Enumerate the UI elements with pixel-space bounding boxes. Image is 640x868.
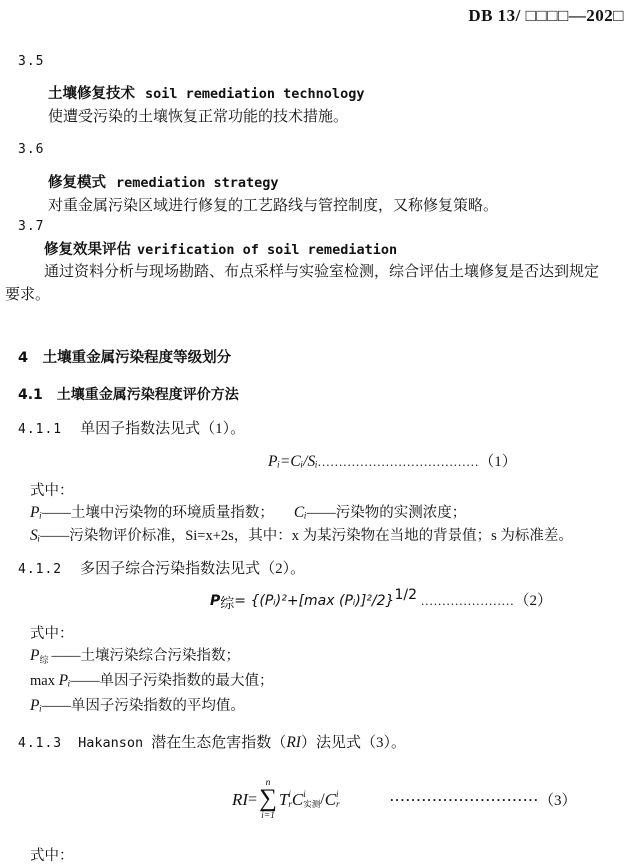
formula-3-RI: RI <box>232 789 249 809</box>
symbol-Ci: Cᵢ <box>293 504 307 521</box>
formula-1-note-label: 式中： <box>30 483 74 499</box>
formula-2 <box>210 587 552 613</box>
formula-2-note-line3 <box>30 694 245 715</box>
formula-3 <box>232 778 576 821</box>
term-en-3-6: remediation strategy <box>116 175 279 191</box>
section-4-1-1-text: 单因子指数法见式（1）。 <box>80 421 246 437</box>
term-cn-3-6: 修复模式 <box>48 175 106 191</box>
section-4-1-3 <box>18 731 406 752</box>
section-4-1-3-text2: ）法见式（3）。 <box>300 735 406 751</box>
formula-3-number: （3） <box>538 793 577 810</box>
formula-2-note-label: 式中： <box>30 626 74 642</box>
term-en-3-7: verification of soil remediation <box>137 242 398 258</box>
formula-2-number: （2） <box>514 593 552 609</box>
symbol-Si-meaning: ——污染物评价标准，Si=x+2s，其中：x 为某污染物在当地的背景值；s 为标准差。 <box>40 528 573 544</box>
formula-1-note-line2 <box>30 524 573 545</box>
term-cn-3-7: 修复效果评估 <box>44 242 131 258</box>
section-3-5-heading <box>48 82 364 103</box>
T-subscript: r <box>288 798 292 809</box>
formula-2-note-line2 <box>30 669 274 690</box>
symbol-Pi: Pᵢ <box>30 504 42 521</box>
definition-3-6: 对重金属污染区域进行修复的工艺路线与管控制度，又称修复策略。 <box>48 198 499 214</box>
formula-1 <box>268 450 517 471</box>
C-measured-subscript: 实测 <box>303 798 321 809</box>
formula-2-leader-dots: ...................... <box>420 593 515 608</box>
formula-1-note-line1 <box>30 501 466 522</box>
symbol-Si: Sᵢ <box>30 527 41 544</box>
hakanson-label: Hakanson <box>78 735 152 751</box>
formula-3-C-measured: C <box>291 789 304 809</box>
section-3-5-number: 3.5 <box>18 54 45 69</box>
definition-3-5: 使遭受污染的土壤恢复正常功能的技术措施。 <box>48 109 349 125</box>
symbol-Pi-avg: Pᵢ <box>30 697 42 714</box>
symbol-Pzong-meaning: ——土壤污染综合污染指数； <box>51 648 240 664</box>
symbol-Ci-meaning: ——污染物的实测浓度； <box>306 505 467 521</box>
formula-2-note-line1 <box>30 644 240 666</box>
summation-sign <box>259 778 277 821</box>
section-4-1-3-number: 4.1.3 <box>18 736 63 751</box>
C-ref-scripts <box>336 790 340 810</box>
definition-3-7-line1: 通过资料分析与现场勘踏、布点采样与实验室检测，综合评估土壤修复是否达到规定 <box>44 264 600 280</box>
section-4-1-2-text: 多因子综合污染指数法见式（2）。 <box>80 561 306 577</box>
symbol-maxPi-meaning: ——单因子污染指数的最大值； <box>70 673 274 689</box>
section-4-1-title: 4.1 土壤重金属污染程度评价方法 <box>18 387 239 403</box>
formula-1-number: （1） <box>479 454 517 470</box>
formula-2-body: = {(Pᵢ)²+[max (Pᵢ)]²/2} <box>234 593 395 609</box>
symbol-Pzong: P <box>30 647 40 664</box>
symbol-Pzong-subscript: 综 <box>39 655 49 665</box>
formula-3-T: T <box>278 789 289 809</box>
formula-3-note-label: 式中： <box>30 848 74 864</box>
symbol-Pi-avg-meaning: ——单因子污染指数的平均值。 <box>41 698 245 714</box>
section-3-6-heading <box>48 171 279 192</box>
section-4-1-1-number: 4.1.1 <box>18 422 63 437</box>
max-operator: max <box>30 673 59 689</box>
formula-3-equals: = <box>248 790 258 808</box>
section-4-1-2 <box>18 557 305 578</box>
C-measured-superscript: i <box>303 789 306 800</box>
formula-2-exponent: 1/2 <box>394 587 417 603</box>
symbol-maxPi: Pᵢ <box>58 672 71 689</box>
section-4-1-1 <box>18 417 245 438</box>
symbol-Pi-meaning: ——土壤中污染物的环境质量指数； <box>41 505 274 521</box>
sigma-icon: ∑ <box>259 785 277 813</box>
doc-number-header: DB 13/ □□□□—202□ <box>468 6 624 25</box>
term-en-3-5: soil remediation technology <box>145 86 365 102</box>
formula-1-expression: Pᵢ=Cᵢ/Sᵢ <box>268 453 318 470</box>
formula-3-leader-dots: ···························· <box>389 791 539 807</box>
formula-3-C-ref: C <box>324 789 337 809</box>
sum-upper-limit: n <box>265 778 271 788</box>
section-4-1-2-number: 4.1.2 <box>18 562 63 577</box>
symbol-RI: RI <box>286 734 301 751</box>
formula-3-slash: / <box>320 790 325 808</box>
formula-2-P: P <box>210 593 221 609</box>
sum-lower-limit: i=1 <box>261 810 275 821</box>
section-4-1-3-text1: 潜在生态危害指数（ <box>151 735 287 751</box>
section-3-7-number: 3.7 <box>18 219 45 234</box>
C-measured-scripts <box>303 790 320 809</box>
C-ref-subscript: r <box>336 798 340 809</box>
section-3-7-heading <box>44 238 397 259</box>
C-ref-superscript: i <box>336 788 339 799</box>
formula-1-leader-dots: ...................................... <box>317 454 480 469</box>
chapter-4-title: 4 土壤重金属污染程度等级划分 <box>18 350 232 366</box>
T-superscript: i <box>288 788 291 799</box>
definition-3-7-line2: 要求。 <box>5 287 51 303</box>
formula-2-P-subscript: 综 <box>220 596 235 612</box>
section-3-6-number: 3.6 <box>18 142 45 157</box>
term-cn-3-5: 土壤修复技术 <box>48 86 135 102</box>
